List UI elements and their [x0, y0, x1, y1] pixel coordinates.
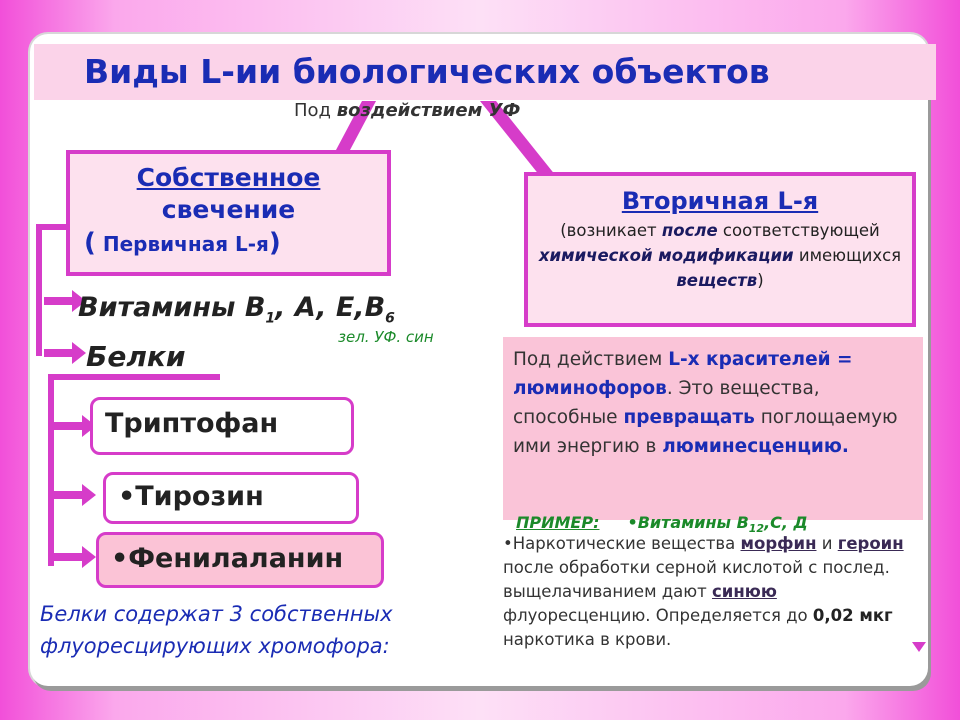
arrow-right-icon	[44, 342, 88, 364]
secondary-p5: имеющихся	[793, 246, 902, 265]
lum-t3: . Это вещества, способные	[513, 378, 820, 428]
vitamins-mid: , A, E,B	[275, 292, 386, 323]
narc-t2: морфин	[740, 534, 817, 553]
amino-phenylalanine: •Фенилаланин	[96, 532, 384, 588]
secondary-description	[528, 218, 912, 293]
narc-t6: синюю	[712, 582, 777, 601]
secondary-p7: )	[757, 271, 764, 290]
secondary-p3: соответствующей	[717, 221, 880, 240]
slide-title: Виды L-ии биологических объектов	[84, 52, 770, 91]
vitamins-sub1: 1	[265, 310, 276, 327]
primary-line3	[70, 226, 387, 261]
next-slide-icon[interactable]	[912, 642, 926, 652]
secondary-p6: веществ	[676, 271, 758, 290]
proteins-note-line2: флуоресцирующих хромофора:	[40, 634, 390, 658]
luminophores-box	[503, 337, 923, 520]
lum-t5: поглощаемую ими энергию в	[513, 407, 898, 457]
example-text: •Витамины B	[627, 513, 749, 532]
example-rest: ,C, Д	[764, 513, 808, 532]
secondary-p4: химической модификации	[538, 246, 794, 265]
narc-t4: героин	[837, 534, 904, 553]
proteins-note-line1: Белки содержат 3 собственных	[40, 602, 393, 626]
example-sub: 12	[748, 522, 765, 536]
secondary-luminescence-box	[524, 172, 916, 327]
secondary-heading: Вторичная L-я	[621, 187, 819, 215]
uv-label-emphasis: воздействием УФ	[336, 100, 521, 121]
amino-tyrosine: •Тирозин	[103, 472, 359, 524]
vitamins-text: Витамины B	[78, 292, 266, 323]
lum-t6: люминесценцию.	[662, 436, 849, 457]
narc-t7: флуоресценцию. Определяется до	[503, 606, 813, 625]
primary-luminescence-box	[66, 150, 391, 276]
arrow-right-icon	[54, 484, 98, 506]
lum-t4: превращать	[623, 407, 755, 428]
close-paren: )	[268, 228, 281, 258]
amino-tryptophan: Триптофан	[90, 397, 354, 455]
secondary-p1: (возникает	[560, 221, 662, 240]
proteins-note	[40, 598, 393, 662]
bracket-main-top	[36, 224, 68, 230]
uv-label-normal: Под	[294, 100, 337, 121]
vitamins-sub6: 6	[385, 310, 395, 327]
primary-line1: Собственное	[136, 163, 321, 192]
bracket-proteins-top	[48, 374, 220, 380]
lum-t2: L-х красителей = люминофоров	[513, 349, 853, 399]
proteins-label: Белки	[86, 340, 186, 373]
narc-t3: и	[816, 534, 838, 553]
narc-t5: после обработки серной кислотой с послед. выщелачиванием дают	[503, 558, 890, 601]
bracket-proteins	[48, 374, 54, 566]
color-note: зел. УФ. син	[338, 328, 434, 346]
uv-label	[294, 100, 520, 121]
narc-t8: 0,02 мкг	[812, 606, 893, 625]
primary-line2: свечение	[161, 195, 296, 224]
narc-t1: •Наркотические вещества	[503, 534, 741, 553]
bracket-main	[36, 224, 42, 356]
vitamins-label	[78, 292, 395, 326]
lum-t1: Под действием	[513, 349, 669, 370]
narc-t9: наркотика в крови.	[503, 630, 672, 649]
example-label: ПРИМЕР:	[516, 513, 600, 532]
arrow-right-icon	[54, 546, 98, 568]
open-paren: (	[84, 228, 96, 258]
primary-type: Первичная L-я	[95, 232, 269, 256]
narcotics-text	[503, 532, 928, 652]
secondary-p2: после	[661, 221, 718, 240]
